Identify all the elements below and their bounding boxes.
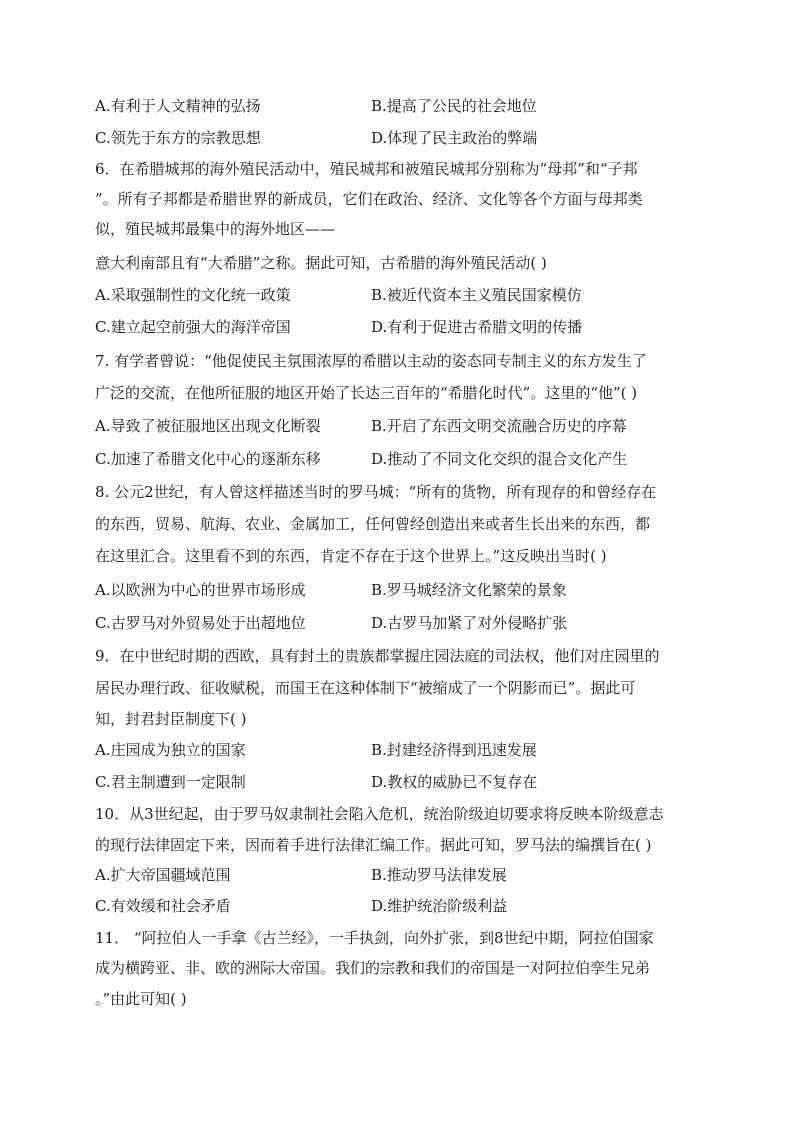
q6-stem-line: 似，殖民城邦最集中的海外地区—— [95, 220, 336, 238]
q10-option-a[interactable]: A.扩大帝国疆域范围 [95, 866, 231, 884]
q9-option-d[interactable]: D.教权的威胁已不复存在 [371, 773, 538, 791]
q6-stem-line: 6．在希腊城邦的海外殖民活动中，殖民城邦和被殖民城邦分别称为“母邦”和“子邦 [95, 160, 638, 178]
q8-stem-line: 8. 公元2世纪，有人曾这样描述当时的罗马城：“所有的货物，所有现存的和曾经存在 [95, 483, 657, 501]
q7-option-d[interactable]: D.推动了不同文化交织的混合文化产生 [371, 450, 628, 468]
q10-option-d[interactable]: D.维护统治阶级利益 [371, 897, 508, 915]
q7-option-c[interactable]: C.加速了希腊文化中心的逐渐东移 [95, 450, 321, 468]
q5-option-b[interactable]: B.提高了公民的社会地位 [371, 97, 537, 115]
q7-stem-line: 广泛的交流，在他所征服的地区开始了长达三百年的“希腊化时代”。这里的“他”( ) [95, 384, 638, 402]
q6-option-b[interactable]: B.被近代资本主义殖民国家模仿 [371, 286, 582, 304]
q9-option-c[interactable]: C.君主制遭到一定限制 [95, 773, 246, 791]
q5-option-a[interactable]: A.有利于人文精神的弘扬 [95, 97, 261, 115]
q7-option-b[interactable]: B.开启了东西文明交流融合历史的序幕 [371, 417, 627, 435]
q10-stem-line: 10．从3世纪起，由于罗马奴隶制社会陷入危机，统治阶级迫切要求将反映本阶级意志 [95, 805, 664, 823]
q8-option-a[interactable]: A.以欧洲为中心的世界市场形成 [95, 581, 306, 599]
q9-option-a[interactable]: A.庄园成为独立的国家 [95, 741, 246, 759]
q9-stem-line: 9．在中世纪时期的西欧，具有封土的贵族都掌握庄园法庭的司法权，他们对庄园里的 [95, 647, 660, 665]
q11-stem-line: 。”由此可知( ) [95, 990, 187, 1008]
q8-stem-line: 在这里汇合。这里看不到的东西，肯定不存在于这个世界上。”这反映出当时( ) [95, 547, 607, 565]
q6-option-d[interactable]: D.有利于促进古希腊文明的传播 [371, 318, 583, 336]
q9-stem-line: 居民办理行政、征收赋税，而国王在这种体制下“被缩成了一个阴影而已”。据此可 [95, 679, 636, 697]
q9-option-b[interactable]: B.封建经济得到迅速发展 [371, 741, 537, 759]
q5-option-c[interactable]: C.领先于东方的宗教思想 [95, 129, 261, 147]
q10-stem-line: 的现行法律固定下来，因而着手进行法律汇编工作。据此可知，罗马法的编撰旨在( ) [95, 836, 652, 854]
q7-option-a[interactable]: A.导致了被征服地区出现文化断裂 [95, 417, 321, 435]
q8-option-b[interactable]: B.罗马城经济文化繁荣的景象 [371, 581, 567, 599]
q6-option-c[interactable]: C.建立起空前强大的海洋帝国 [95, 318, 291, 336]
q8-stem-line: 的东西，贸易、航海、农业、金属加工，任何曾经创造出来或者生长出来的东西，都 [95, 515, 651, 533]
q7-stem-line: 7. 有学者曾说：“他促使民主氛围浓厚的希腊以主动的姿态同专制主义的东方发生了 [95, 352, 647, 370]
q6-option-a[interactable]: A.采取强制性的文化统一政策 [95, 286, 291, 304]
q6-stem-line: ”。所有子邦都是希腊世界的新成员，它们在政治、经济、文化等各个方面与母邦类 [95, 190, 643, 208]
q10-option-b[interactable]: B.推动罗马法律发展 [371, 866, 507, 884]
q8-option-d[interactable]: D.古罗马加紧了对外侵略扩张 [371, 614, 568, 632]
q5-option-d[interactable]: D.体现了民主政治的弊端 [371, 129, 538, 147]
q8-option-c[interactable]: C.古罗马对外贸易处于出超地位 [95, 614, 306, 632]
q9-stem-line: 知，封君封臣制度下( ) [95, 710, 247, 728]
q10-option-c[interactable]: C.有效缓和社会矛盾 [95, 897, 231, 915]
q6-stem-line: 意大利南部且有“大希腊”之称。据此可知，古希腊的海外殖民活动( ) [95, 254, 547, 272]
q11-stem-line: 11． “阿拉伯人一手拿《古兰经》，一手执剑，向外扩张，到8世纪中期，阿拉伯国家 [95, 929, 654, 947]
q11-stem-line: 成为横跨亚、非、欧的洲际大帝国。我们的宗教和我们的帝国是一对阿拉伯孪生兄弟 [95, 959, 651, 977]
